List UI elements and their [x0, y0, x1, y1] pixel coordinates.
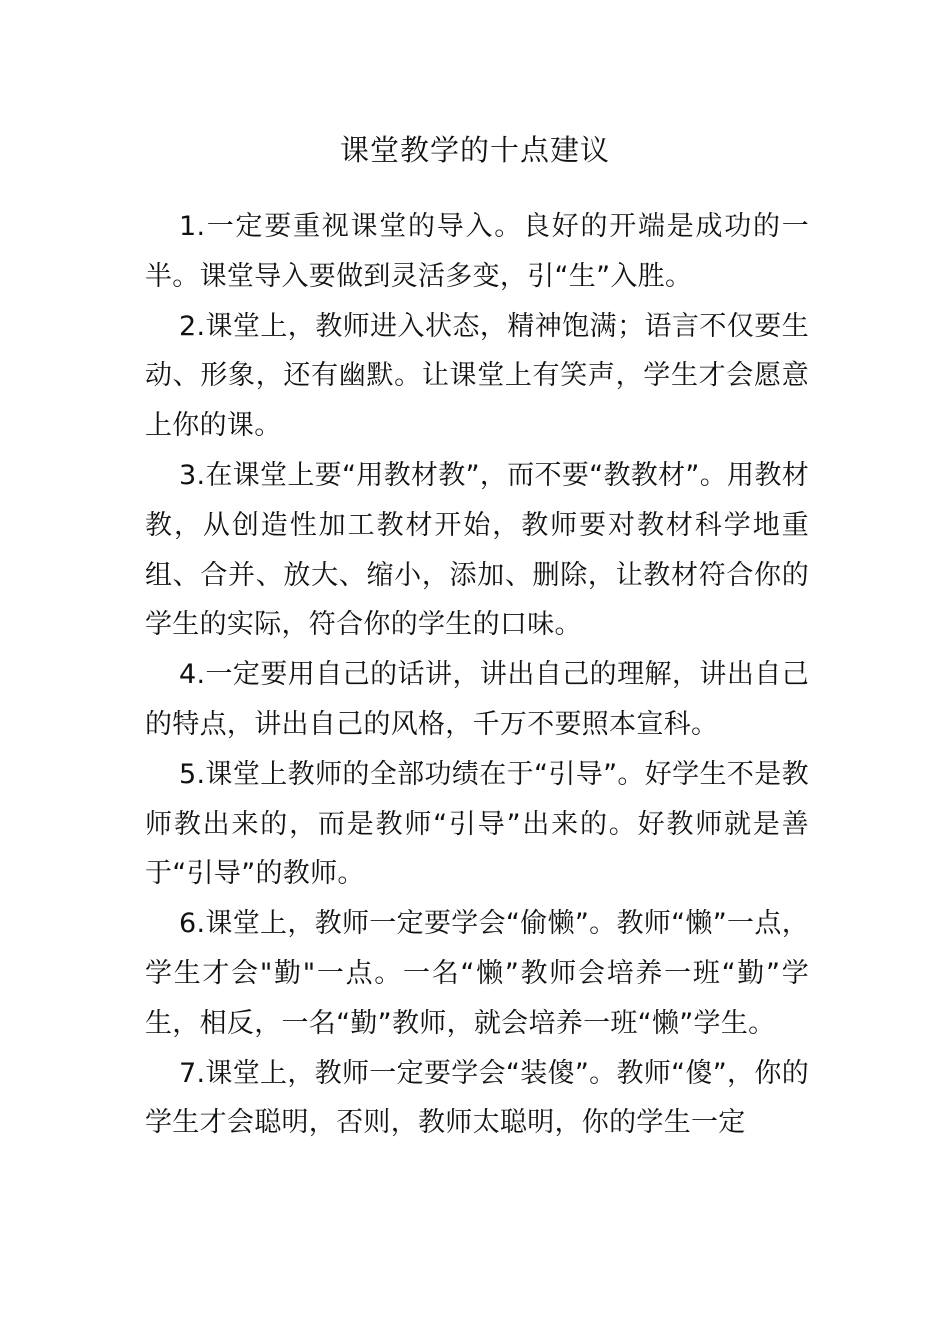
paragraph-6: 6.课堂上，教师一定要学会“偷懒”。教师“懒”一点，学生才会"勤"一点。一名“懒”教师会培养一班“勤”学生，相反，一名“勤”教师，就会培养一班“懒”学生。: [145, 908, 809, 1039]
paragraph-4: 4.一定要用自己的话讲，讲出自己的理解，讲出自己的特点，讲出自己的风格，千万不要照本宣科。: [145, 659, 809, 740]
paragraph-7: 7.课堂上，教师一定要学会“装傻”。教师“傻”，你的学生才会聪明，否则，教师太聪明，你的学生一定: [145, 1057, 809, 1139]
paragraph-1: 1.一定要重视课堂的导入。良好的开端是成功的一半。课堂导入要做到灵活多变，引“生”入胜。: [145, 211, 809, 292]
document-title: 课堂教学的十点建议: [339, 133, 610, 167]
paragraph-5: 5.课堂上教师的全部功绩在于“引导”。好学生不是教师教出来的，而是教师“引导”出来的。好教师就是善于“引导”的教师。: [145, 758, 809, 890]
paragraph-2: 2.课堂上，教师进入状态，精神饱满；语言不仅要生动、形象，还有幽默。让课堂上有笑声，学生才会愿意上你的课。: [145, 310, 809, 442]
document-body: [145, 202, 809, 1148]
paragraph-3: 3.在课堂上要“用教材教”，而不要“教教材”。用教材教，从创造性加工教材开始，教师要对教材科学地重组、合并、放大、缩小，添加、删除，让教材符合你的学生的实际，符合你的学生的口味。: [145, 459, 809, 641]
